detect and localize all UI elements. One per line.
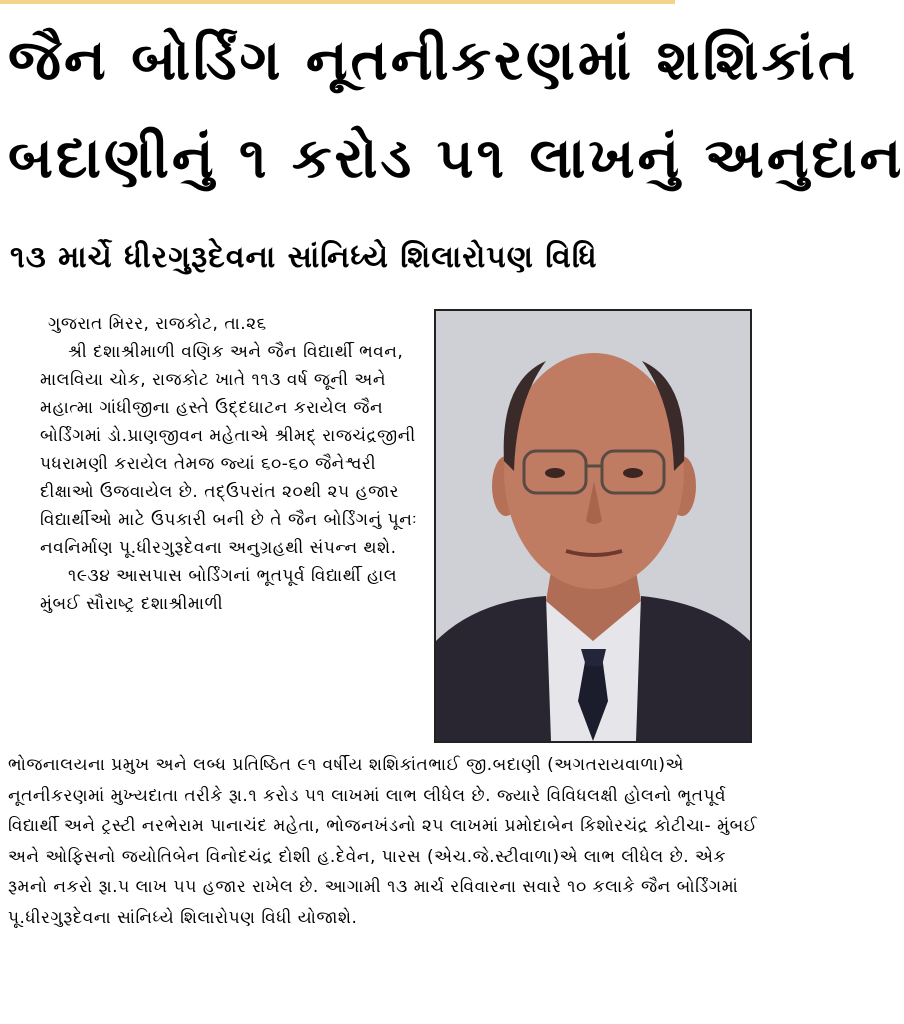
article-paragraph-2: ૧૯૩૪ આસપાસ બોર્ડિંગનાં ભૂતપૂર્વ વિદ્યાર્થી હાલ મુંબઈ સૌરાષ્ટ્ર દશાશ્રીમાળી	[40, 566, 398, 614]
article-paragraph-3: ભોજનાલયના પ્રમુખ અને લબ્ધ પ્રતિષ્ઠિત ૯૧ વર્ષીય શશિકાંતભાઈ જી.બદાણી (અગતરાયવાળા)એ નૂતનીકરણમાં મુખ્યદાતા તરીકે રૂા.૧ કરોડ ૫૧ લાખમાં લાભ લીધેલ છે. જ્યારે વિવિધલક્ષી હોલનો ભૂતપૂર્વ વિદ્યાર્થી અને ટ્રસ્ટી નરભેરામ પાનાચંદ મહેતા, ભોજનખંડનો ૨૫ લાખમાં પ્રમોદાબેન કિશોરચંદ્ર કોટીચા- મુંબઈ અને ઓફિસનો જયોતિબેન વિનોદચંદ્ર દોશી હ.દેવેન, પારસ (એચ.જે.સ્ટીવાળા)એ લાભ લીધેલ છે. એક રૂમનો નકરો રૂા.૫ લાખ ૫૫ હજાર રાખેલ છે. આગામી ૧૩ માર્ચ રવિવારના સવારે ૧૦ કલાકે જૈન બોર્ડિંગમાં પૂ.ધીરગુરૂદેવના સાંનિધ્યે શિલારોપણ વિધી યોજાશે.	[8, 755, 758, 928]
article-continuation	[8, 750, 768, 933]
portrait-illustration	[436, 311, 750, 741]
portrait-photo	[434, 309, 752, 743]
top-color-rule	[0, 0, 675, 4]
dateline: ગુજરાત મિરર, રાજકોટ, તા.૨૬	[48, 314, 267, 334]
subheadline: ૧૩ માર્ચે ધીરગુરૂદેવના સાંનિધ્યે શિલારોપણ વિધિ	[10, 240, 598, 275]
article-column	[40, 310, 432, 618]
headline-line-1: જૈન બોર્ડિંગ નૂતનીકરણમાં શશિકાંત	[8, 28, 858, 93]
article-paragraph-1: શ્રી દશાશ્રીમાળી વણિક અને જૈન વિદ્યાર્થી ભવન, માલવિયા ચોક, રાજકોટ ખાતે ૧૧૩ વર્ષ જૂની અને મહાત્મા ગાંધીજીના હસ્તે ઉદ્દઘાટન કરાયેલ જૈન બોર્ડિંગમાં ડો.પ્રાણજીવન મહેતાએ શ્રીમદ્ રાજચંદ્રજીની પધરામણી કરાયેલ તેમજ જ્યાં ૬૦-૬૦ જૈનેશ્વરી દીક્ષાઓ ઉજવાયેલ છે. તદ્ઉપરાંત ૨૦થી ૨૫ હજાર વિદ્યાર્થીઓ માટે ઉપકારી બની છે તે જૈન બોર્ડિંગનું પૂનઃ નવનિર્માણ પૂ.ધીરગુરૂદેવના અનુગ્રહથી સંપન્ન થશે.	[40, 342, 418, 558]
headline-line-2: બદાણીનું ૧ કરોડ ૫૧ લાખનું અનુદાન	[8, 126, 904, 191]
